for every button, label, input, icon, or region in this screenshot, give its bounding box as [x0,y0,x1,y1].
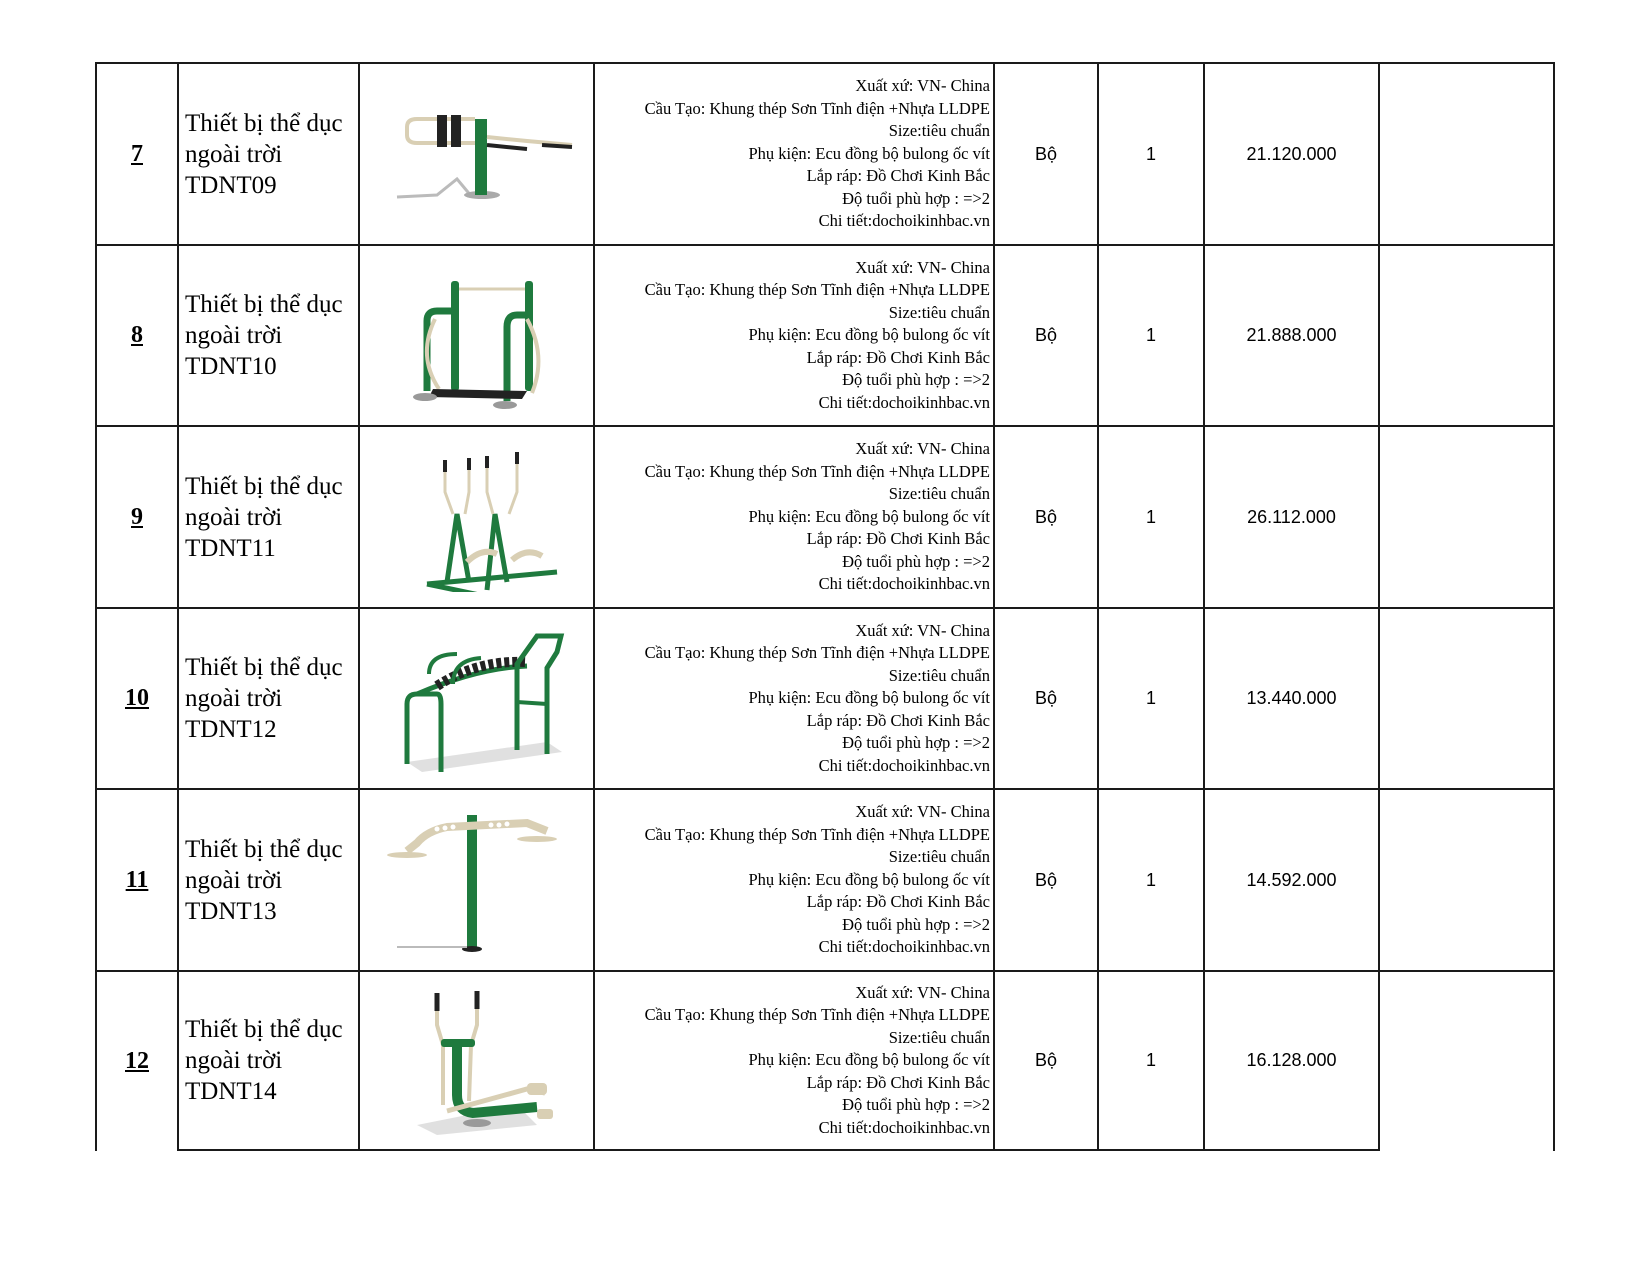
product-image-cell [358,607,593,789]
quantity-cell [1097,425,1203,607]
quantity: 1 [1145,688,1156,708]
outdoor-arm-press-machine-icon [377,79,577,229]
product-name-line: Thiết bị thể dục [185,1015,343,1043]
price-cell [1203,244,1378,426]
note-cell [1378,62,1555,244]
product-name-line: ngoài trời [185,685,283,712]
row-number: 10 [125,685,149,711]
quantity: 1 [1145,1049,1156,1070]
assembly-text: Lắp ráp: Đồ Chơi Kinh Bắc [806,710,990,730]
row-number-cell [95,970,177,1152]
row-number: 11 [125,866,149,893]
age-text: Độ tuổi phù hợp : =>2 [842,370,990,390]
price-cell [1203,788,1378,970]
table-row [95,788,1555,970]
quantity-cell [1097,607,1203,789]
unit: Bộ [1034,1049,1058,1070]
structure-text: Cầu Tạo: Khung thép Sơn Tĩnh điện +Nhựa LLDPE [644,643,990,663]
row-number-cell [95,62,177,244]
product-name-cell [177,970,358,1152]
age-text: Độ tuổi phù hợp : =>2 [842,551,990,571]
row-number-cell [95,607,177,789]
price: 14.592.000 [1246,869,1337,890]
price: 21.888.000 [1246,325,1337,345]
product-name-line: Thiết bị thể dục [185,291,343,318]
origin-text: Xuất xứ: VN- China [855,982,990,1002]
accessories-text: Phụ kiện: Ecu đồng bộ bulong ốc vít [748,688,990,708]
assembly-text: Lắp ráp: Đồ Chơi Kinh Bắc [806,1072,990,1092]
product-description-cell [593,62,993,244]
price: 21.120.000 [1246,143,1337,164]
product-name-line: Thiết bị thể dục [185,109,343,137]
product-code: TDNT10 [185,353,277,380]
age-text: Độ tuổi phù hợp : =>2 [842,188,990,208]
quantity: 1 [1145,869,1156,890]
assembly-text: Lắp ráp: Đồ Chơi Kinh Bắc [806,892,990,912]
quantity: 1 [1145,143,1156,164]
product-name-cell [177,425,358,607]
note-cell [1378,970,1555,1152]
row-number: 9 [131,503,143,530]
structure-text: Cầu Tạo: Khung thép Sơn Tĩnh điện +Nhựa LLDPE [644,461,990,481]
product-name-line: Thiết bị thể dục [185,472,343,500]
size-text: Size:tiêu chuẩn [888,665,990,685]
size-text: Size:tiêu chuẩn [888,847,990,867]
price-cell [1203,607,1378,789]
note-cell [1378,425,1555,607]
product-name [185,1014,343,1107]
size-text: Size:tiêu chuẩn [888,121,990,141]
outdoor-single-elliptical-machine-icon [377,985,577,1135]
product-name-line: ngoài trời [185,866,283,894]
outdoor-double-elliptical-machine-icon [377,442,577,592]
unit-cell [993,970,1097,1152]
product-name-line: ngoài trời [185,1046,283,1074]
details-link: Chi tiết:dochoikinhbac.vn [818,211,990,231]
product-description-cell [593,244,993,426]
product-description-cell [593,425,993,607]
product-image-cell [358,788,593,970]
unit: Bộ [1034,325,1058,345]
quantity-cell [1097,62,1203,244]
details-link: Chi tiết:dochoikinhbac.vn [818,937,990,957]
size-text: Size:tiêu chuẩn [888,484,990,504]
product-name [185,471,343,564]
assembly-text: Lắp ráp: Đồ Chơi Kinh Bắc [806,166,990,186]
product-description-cell [593,607,993,789]
origin-text: Xuất xứ: VN- China [855,620,990,640]
assembly-text: Lắp ráp: Đồ Chơi Kinh Bắc [806,347,990,367]
product-name [185,834,343,927]
product-name-cell [177,244,358,426]
accessories-text: Phụ kiện: Ecu đồng bộ bulong ốc vít [748,143,990,163]
quantity-cell [1097,788,1203,970]
product-name-line: ngoài trời [185,140,283,168]
product-code: TDNT14 [185,1077,277,1105]
product-description-cell [593,788,993,970]
row-number: 12 [125,1047,149,1074]
product-image-cell [358,425,593,607]
unit: Bộ [1034,143,1058,164]
accessories-text: Phụ kiện: Ecu đồng bộ bulong ốc vít [748,1050,990,1069]
product-name-line: ngoài trời [185,322,283,349]
size-text: Size:tiêu chuẩn [888,1027,990,1047]
product-code: TDNT09 [185,171,277,199]
product-name [185,108,343,201]
product-name-cell [177,607,358,789]
product-code: TDNT12 [185,716,277,743]
quantity-cell [1097,244,1203,426]
details-link: Chi tiết:dochoikinhbac.vn [818,1117,990,1137]
product-image-cell [358,244,593,426]
quantity: 1 [1145,506,1156,527]
unit-cell [993,425,1097,607]
product-name-line: ngoài trời [185,503,283,531]
product-name-cell [177,788,358,970]
unit-cell [993,62,1097,244]
origin-text: Xuất xứ: VN- China [855,257,990,277]
price-cell [1203,425,1378,607]
outdoor-walker-machine-icon [377,261,577,411]
unit: Bộ [1034,869,1058,890]
outdoor-back-stretcher-bench-icon [377,624,577,774]
price: 13.440.000 [1246,688,1337,708]
product-code: TDNT11 [185,534,276,562]
age-text: Độ tuổi phù hợp : =>2 [842,1095,990,1114]
assembly-text: Lắp ráp: Đồ Chơi Kinh Bắc [806,529,990,549]
accessories-text: Phụ kiện: Ecu đồng bộ bulong ốc vít [748,325,990,345]
table-row [95,425,1555,607]
product-code: TDNT13 [185,897,277,925]
origin-text: Xuất xứ: VN- China [855,76,990,96]
accessories-text: Phụ kiện: Ecu đồng bộ bulong ốc vít [748,869,990,889]
row-number: 8 [131,322,143,348]
table-row [95,62,1555,244]
note-cell [1378,788,1555,970]
price: 16.128.000 [1246,1049,1337,1070]
age-text: Độ tuổi phù hợp : =>2 [842,914,990,934]
row-number-cell [95,425,177,607]
product-image-cell [358,62,593,244]
origin-text: Xuất xứ: VN- China [855,439,990,459]
details-link: Chi tiết:dochoikinhbac.vn [818,755,990,775]
price: 26.112.000 [1247,506,1336,527]
price-cell [1203,970,1378,1152]
details-link: Chi tiết:dochoikinhbac.vn [818,574,990,594]
origin-text: Xuất xứ: VN- China [855,802,990,822]
size-text: Size:tiêu chuẩn [888,302,990,322]
unit-cell [993,244,1097,426]
price-cell [1203,62,1378,244]
product-table [95,62,1555,1151]
row-number-cell [95,244,177,426]
unit-cell [993,788,1097,970]
unit-cell [993,607,1097,789]
table-row [95,607,1555,789]
accessories-text: Phụ kiện: Ecu đồng bộ bulong ốc vít [748,506,990,526]
quantity-cell [1097,970,1203,1152]
details-link: Chi tiết:dochoikinhbac.vn [818,392,990,412]
product-name-line: Thiết bị thể dục [185,835,343,863]
outdoor-tai-chi-wheel-machine-icon [377,805,577,955]
table-row [95,244,1555,426]
unit: Bộ [1034,688,1058,708]
note-cell [1378,244,1555,426]
product-image-cell [358,970,593,1152]
product-name-cell [177,62,358,244]
row-number: 7 [131,140,143,167]
quantity: 1 [1145,325,1156,345]
table-row [95,970,1555,1152]
age-text: Độ tuổi phù hợp : =>2 [842,733,990,753]
structure-text: Cầu Tạo: Khung thép Sơn Tĩnh điện +Nhựa LLDPE [644,824,990,844]
product-name [185,652,343,745]
product-name-line: Thiết bị thể dục [185,654,343,681]
structure-text: Cầu Tạo: Khung thép Sơn Tĩnh điện +Nhựa LLDPE [644,280,990,300]
structure-text: Cầu Tạo: Khung thép Sơn Tĩnh điện +Nhựa LLDPE [644,98,990,118]
unit: Bộ [1034,506,1058,527]
product-name [185,289,343,382]
note-cell [1378,607,1555,789]
product-description-cell [593,970,993,1152]
row-number-cell [95,788,177,970]
structure-text: Cầu Tạo: Khung thép Sơn Tĩnh điện +Nhựa LLDPE [644,1005,990,1024]
